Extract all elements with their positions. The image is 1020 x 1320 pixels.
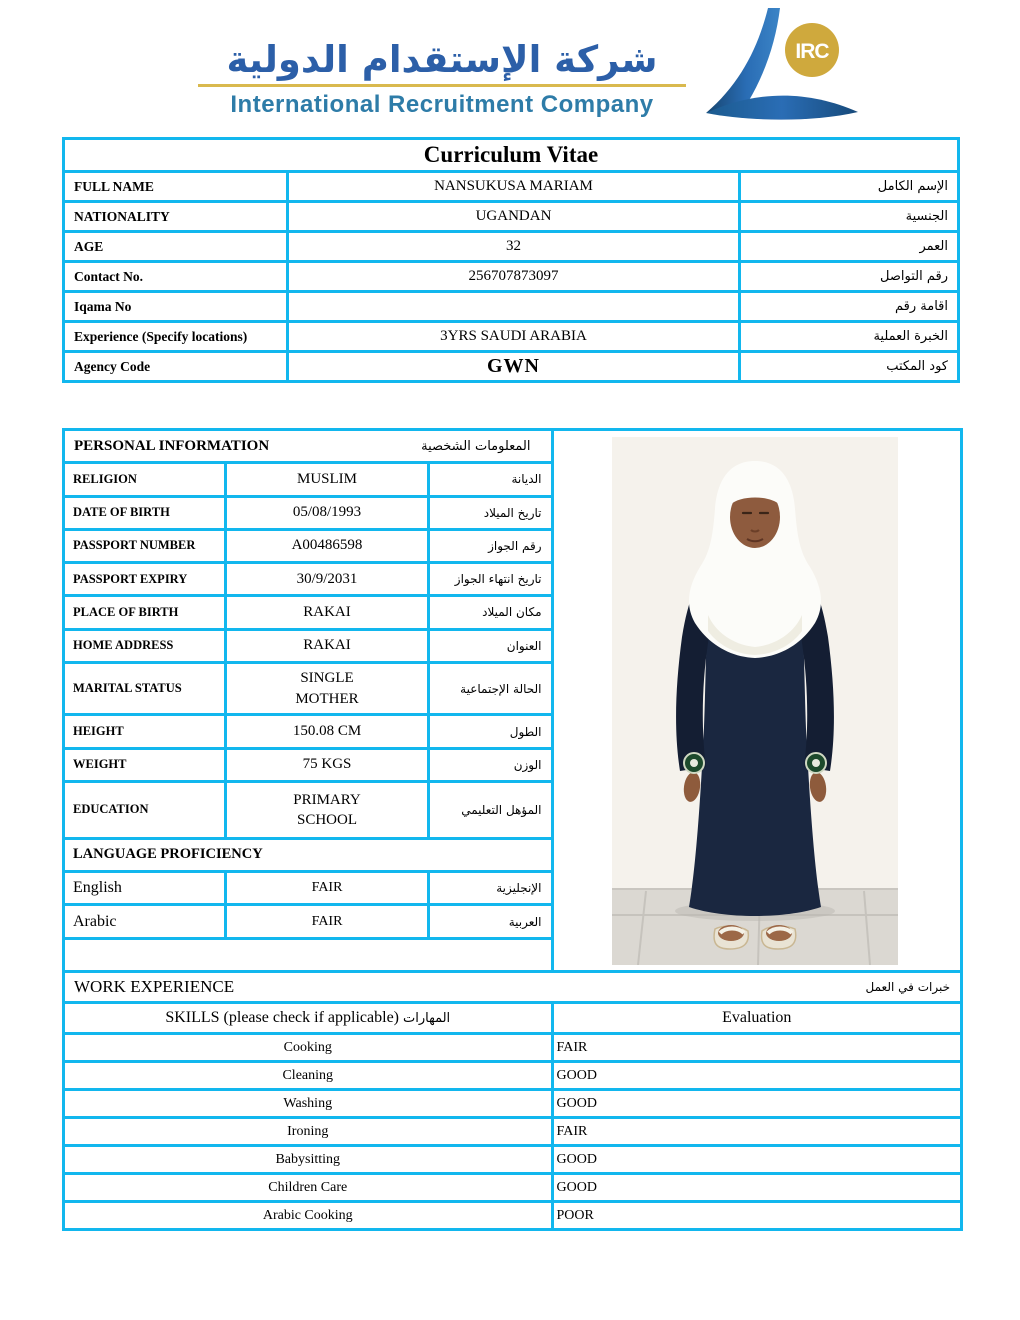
label-cell: FULL NAME [64,172,288,202]
value-cell: MUSLIM [226,463,429,496]
label-cell: HEIGHT [64,715,226,748]
value-cell: 30/9/2031 [226,563,429,596]
cv-title-row [64,139,959,172]
skills-header-label: SKILLS (please check if applicable) [165,1009,399,1026]
skill-cell: Ironing [64,1118,553,1146]
skill-row [64,1090,962,1118]
cv-row [64,262,959,292]
skill-cell: Washing [64,1090,553,1118]
value-cell: RAKAI [226,629,429,662]
arabic-cell: الإسم الكامل [739,172,958,202]
arabic-cell: الطول [428,715,552,748]
arabic-cell: المؤهل التعليمي [428,781,552,838]
label-cell: MARITAL STATUS [64,662,226,715]
arabic-cell: العربية [428,905,552,938]
arabic-cell: الجنسية [739,202,958,232]
personal-info-header-cell [64,430,553,463]
skill-cell: Arabic Cooking [64,1202,553,1230]
arabic-cell: الديانة [428,463,552,496]
cv-summary-table [62,137,960,383]
personal-info-title-arabic: المعلومات الشخصية [421,438,531,454]
value-cell: 32 [288,232,740,262]
personal-info-title: PERSONAL INFORMATION [74,437,270,454]
cv-row [64,202,959,232]
skill-row [64,1062,962,1090]
value-cell: GWN [288,352,740,382]
label-cell: PASSPORT EXPIRY [64,563,226,596]
skills-header-arabic: المهارات [403,1011,451,1026]
work-experience-title-arabic: خبرات في العمل [865,980,950,994]
irc-badge-label: IRC [795,40,829,63]
skills-header-row [64,1003,962,1034]
work-experience-cell [64,972,962,1003]
value-cell: FAIR [226,905,429,938]
value-cell: 256707873097 [288,262,740,292]
label-cell: AGE [64,232,288,262]
work-experience-title: WORK EXPERIENCE [74,977,235,996]
arabic-cell: رقم الجواز [428,529,552,562]
evaluation-cell: FAIR [552,1034,962,1062]
value-cell: RAKAI [226,596,429,629]
arabic-cell: اقامة رقم [739,292,958,322]
value-cell: PRIMARY SCHOOL [226,781,429,838]
skill-row [64,1174,962,1202]
cv-rows [64,172,959,382]
label-cell: Iqama No [64,292,288,322]
label-cell: DATE OF BIRTH [64,496,226,529]
evaluation-cell: POOR [552,1202,962,1230]
skills-header-cell [64,1003,553,1034]
evaluation-cell: GOOD [552,1090,962,1118]
arabic-cell: العمر [739,232,958,262]
cv-row [64,232,959,262]
label-cell: Agency Code [64,352,288,382]
arabic-cell: تاريخ الميلاد [428,496,552,529]
label-cell: EDUCATION [64,781,226,838]
label-cell: NATIONALITY [64,202,288,232]
cv-row [64,292,959,322]
candidate-photo [612,437,898,965]
label-cell: HOME ADDRESS [64,629,226,662]
cv-title: Curriculum Vitae [423,142,599,167]
personal-info-table [62,428,963,1231]
label-cell: Arabic [64,905,226,938]
arabic-cell: تاريخ انتهاء الجواز [428,563,552,596]
value-cell: 75 KGS [226,748,429,781]
arabic-cell: الوزن [428,748,552,781]
value-cell: 3YRS SAUDI ARABIA [288,322,740,352]
company-logo-text [192,40,692,119]
evaluation-cell: GOOD [552,1062,962,1090]
evaluation-cell: GOOD [552,1146,962,1174]
evaluation-cell: GOOD [552,1174,962,1202]
skill-row [64,1202,962,1230]
company-header [0,0,1020,132]
label-cell: PASSPORT NUMBER [64,529,226,562]
photo-cell [552,430,962,972]
company-name-english: International Recruitment Company [230,90,654,118]
skill-row [64,1146,962,1174]
cv-title-cell [64,139,959,172]
label-cell: RELIGION [64,463,226,496]
evaluation-cell: FAIR [552,1118,962,1146]
skill-row [64,1034,962,1062]
logo-gold-rule [198,84,686,87]
value-cell: SINGLE MOTHER [226,662,429,715]
arabic-cell: الإنجليزية [428,872,552,905]
arabic-cell: العنوان [428,629,552,662]
evaluation-header-cell: Evaluation [552,1003,962,1034]
skill-cell: Babysitting [64,1146,553,1174]
skill-cell: Cooking [64,1034,553,1062]
language-proficiency-title: LANGUAGE PROFICIENCY [64,838,553,871]
personal-info-header-row [64,430,962,463]
label-cell: PLACE OF BIRTH [64,596,226,629]
value-cell: FAIR [226,872,429,905]
empty-cell [64,938,553,971]
value-cell: 150.08 CM [226,715,429,748]
company-name-arabic: شركة الإستقدام الدولية [226,38,658,81]
arabic-cell: رقم التواصل [739,262,958,292]
value-cell: NANSUKUSA MARIAM [288,172,740,202]
label-cell: English [64,872,226,905]
label-cell: Experience (Specify locations) [64,322,288,352]
skill-row [64,1118,962,1146]
skill-cell: Children Care [64,1174,553,1202]
value-cell [288,292,740,322]
irc-logo-icon [698,6,863,124]
value-cell: UGANDAN [288,202,740,232]
arabic-cell: الحالة الإجتماعية [428,662,552,715]
skill-cell: Cleaning [64,1062,553,1090]
cv-row [64,322,959,352]
arabic-cell: الخبرة العملية [739,322,958,352]
cv-row [64,352,959,382]
label-cell: Contact No. [64,262,288,292]
value-cell: A00486598 [226,529,429,562]
arabic-cell: مكان الميلاد [428,596,552,629]
value-cell: 05/08/1993 [226,496,429,529]
label-cell: WEIGHT [64,748,226,781]
arabic-cell: كود المكتب [739,352,958,382]
cv-row [64,172,959,202]
work-experience-row [64,972,962,1003]
